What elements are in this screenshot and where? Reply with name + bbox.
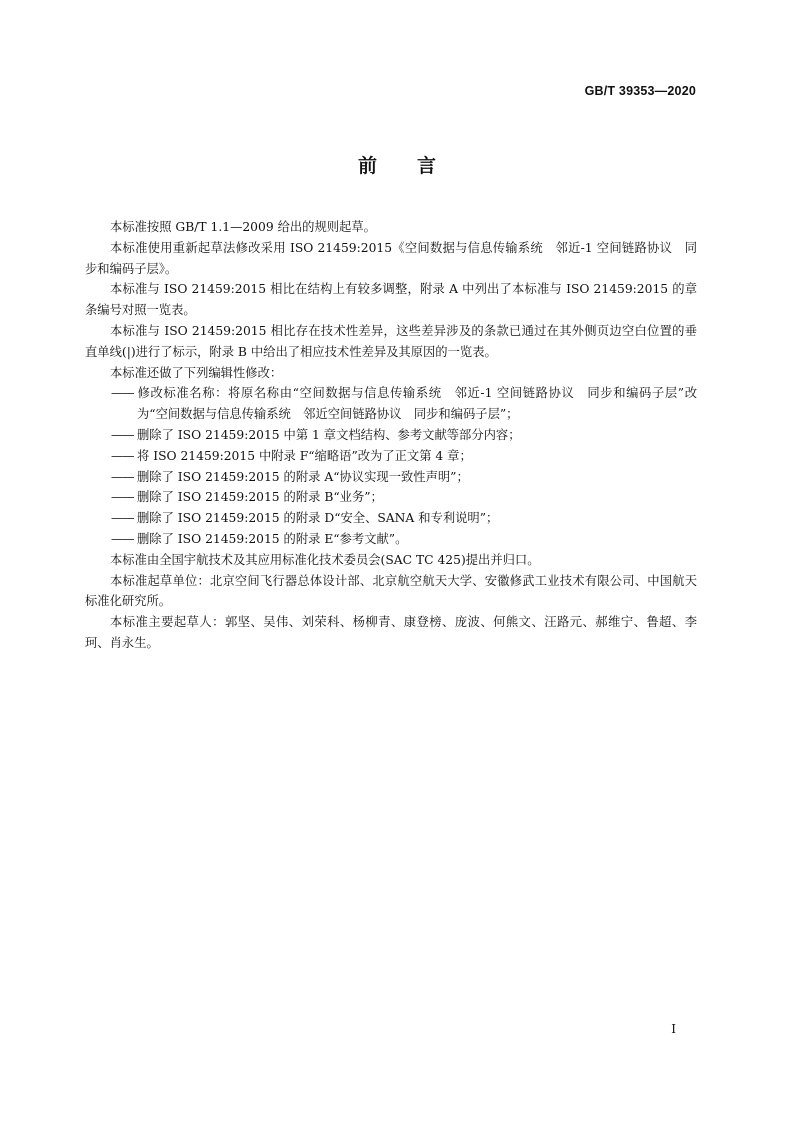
paragraph: 本标准按照 GB/T 1.1—2009 给出的规则起草。: [110, 220, 376, 234]
paragraph: 本标准主要起草人：郭坚、吴伟、刘荣科、杨柳青、康登榜、庞波、何熊文、汪路元、郝维宁、鲁超、李珂、肖永生。: [85, 615, 697, 650]
list-item: [85, 383, 697, 425]
title-char-1: 前: [357, 155, 377, 177]
list-item: [85, 425, 697, 446]
list-dash: ——: [111, 448, 134, 463]
page-title: [0, 151, 794, 178]
paragraph: 本标准起草单位：北京空间飞行器总体设计部、北京航空航天大学、安徽修武工业技术有限公司、中国航天标准化研究所。: [85, 573, 697, 609]
title-char-2: 言: [417, 155, 437, 177]
page-number: I: [671, 1022, 676, 1036]
list-dash: ——: [111, 469, 134, 484]
list-item: [85, 529, 697, 550]
paragraph: 本标准使用重新起草法修改采用 ISO 21459:2015《空间数据与信息传输系统 邻近-1 空间链路协议 同步和编码子层》。: [85, 240, 697, 276]
list-item-text: 修改标准名称：将原名称由“空间数据与信息传输系统 邻近-1 空间链路协议 同步和编码子层”改为“空间数据与信息传输系统 邻近空间链路协议 同步和编码子层”；: [137, 386, 697, 422]
list-item-text: 删除了 ISO 21459:2015 的附录 E“参考文献”。: [137, 531, 408, 546]
list-item: [85, 487, 697, 508]
list-item-text: 将 ISO 21459:2015 中附录 F“缩略语”改为了正文第 4 章；: [137, 448, 472, 463]
list-dash: ——: [111, 386, 134, 401]
paragraph: 本标准与 ISO 21459:2015 相比存在技术性差异，这些差异涉及的条款已通过在其外侧页边空白位置的垂直单线(|)进行了标示，附录 B 中给出了相应技术性差异及其原因的一览表。: [85, 323, 697, 359]
list-dash: ——: [111, 490, 134, 505]
paragraph: 本标准由全国宇航技术及其应用标准化技术委员会(SAC TC 425)提出并归口。: [110, 552, 540, 567]
list-item: [85, 508, 697, 529]
foreword-body: [85, 217, 697, 654]
list-item: [85, 467, 697, 488]
list-item-text: 删除了 ISO 21459:2015 的附录 B“业务”；: [137, 490, 383, 505]
list-item-text: 删除了 ISO 21459:2015 的附录 A“协议实现一致性声明”；: [137, 469, 469, 484]
paragraph: 本标准与 ISO 21459:2015 相比在结构上有较多调整，附录 A 中列出了本标准与 ISO 21459:2015 的章条编号对照一览表。: [85, 282, 697, 318]
list-item-text: 删除了 ISO 21459:2015 的附录 D“安全、SANA 和专利说明”；: [137, 511, 499, 526]
list-dash: ——: [111, 427, 134, 442]
paragraph: 本标准还做了下列编辑性修改：: [110, 365, 283, 380]
list-dash: ——: [111, 511, 134, 526]
list-dash: ——: [111, 531, 134, 546]
list-item: [85, 446, 697, 467]
list-item-text: 删除了 ISO 21459:2015 中第 1 章文档结构、参考文献等部分内容；: [137, 427, 521, 442]
standard-code: GB/T 39353—2020: [584, 84, 696, 98]
